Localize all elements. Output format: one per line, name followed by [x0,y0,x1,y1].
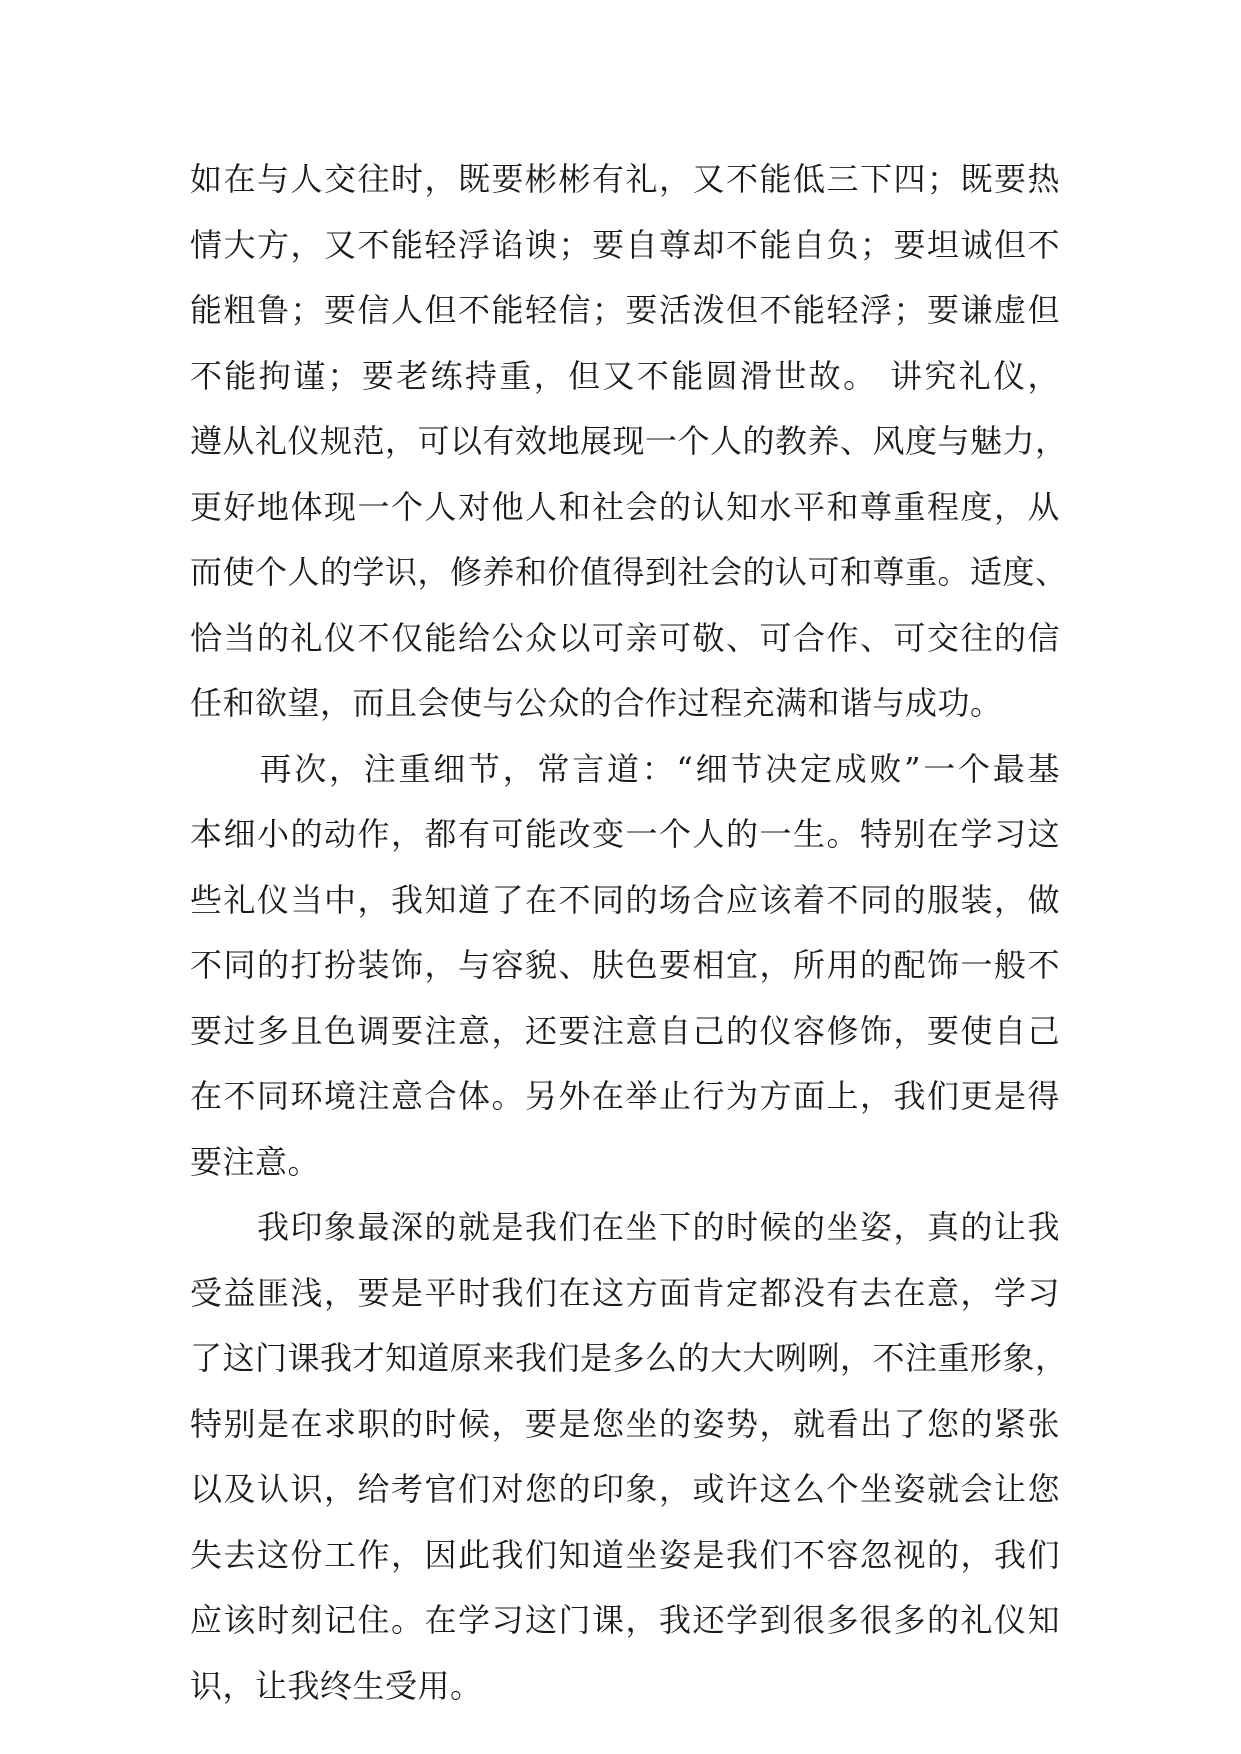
text-line: 如在与人交往时，既要彬彬有礼，又不能低三下四；既要热 [190,160,1060,198]
text-line: 些礼仪当中，我知道了在不同的场合应该着不同的服装，做 [190,880,1060,919]
text-line: 在不同环境注意合体。另外在举止行为方面上，我们更是得 [190,1077,1060,1115]
text-line: 应该时刻记住。在学习这门课，我还学到很多很多的礼仪知 [190,1601,1060,1639]
text-line: 要过多且色调要注意，还要注意自己的仪容修饰，要使自己 [190,1011,1060,1050]
text-line: 任和欲望，而且会使与公众的合作过程充满和谐与成功。 [190,684,1003,722]
text-line: 更好地体现一个人对他人和社会的认知水平和尊重程度，从 [190,487,1060,526]
text-line: 失去这份工作，因此我们知道坐姿是我们不容忽视的，我们 [190,1535,1060,1574]
text-line: 以及认识，给考官们对您的印象，或许这么个坐姿就会让您 [190,1470,1060,1508]
text-line: 情大方，又不能轻浮谄谀；要自尊却不能自负；要坦诚但不 [190,225,1060,264]
text-line: 本细小的动作，都有可能改变一个人的一生。特别在学习这 [190,815,1060,853]
text-line: 受益匪浅，要是平时我们在这方面肯定都没有去在意，学习 [190,1273,1060,1312]
text-line: 不能拘谨；要老练持重，但又不能圆滑世故。 讲究礼仪， [190,356,1060,395]
text-line: 而使个人的学识，修养和价值得到社会的认可和尊重。适度、 [190,553,1068,591]
text-line: 恰当的礼仪不仅能给公众以可亲可敬、可合作、可交往的信 [190,618,1060,657]
text-line: 特别是在求职的时候，要是您坐的姿势，就看出了您的紧张 [190,1404,1060,1443]
text-line: 不同的打扮装饰，与容貌、肤色要相宜，所用的配饰一般不 [190,946,1060,984]
text-line: 识，让我终生受用。 [190,1666,483,1705]
text-line: 能粗鲁；要信人但不能轻信；要活泼但不能轻浮；要谦虚但 [190,291,1060,329]
text-line: 遵从礼仪规范，可以有效地展现一个人的教养、风度与魅力， [190,422,1068,460]
text-line: 要注意。 [190,1142,321,1181]
document-body-text [190,160,1068,1732]
text-line: 我印象最深的就是我们在坐下的时候的坐姿，真的让我 [190,1208,1060,1246]
text-line: 了这门课我才知道原来我们是多么的大大咧咧，不注重形象， [190,1339,1068,1377]
text-line: 再次，注重细节，常言道：“细节决定成败”一个最基 [190,749,1060,788]
